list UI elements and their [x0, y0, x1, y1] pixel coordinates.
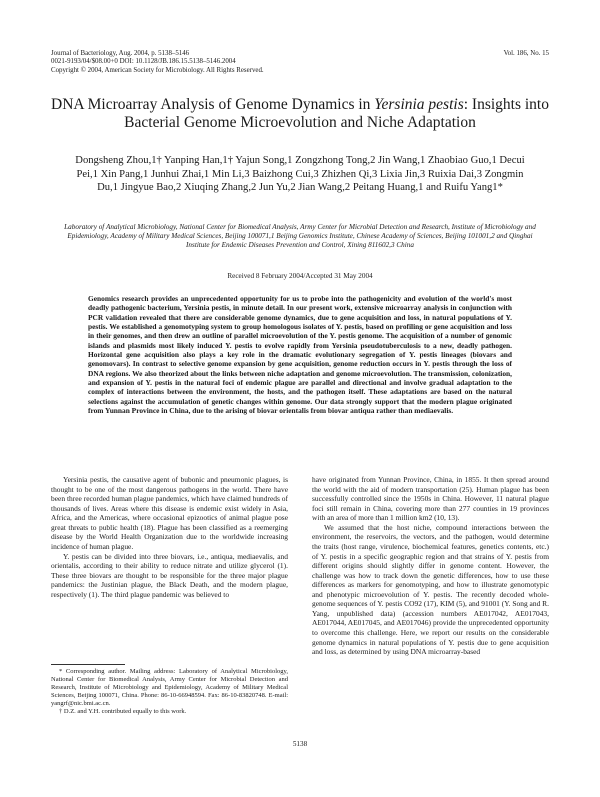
body-paragraph: Yersinia pestis, the causative agent of bubonic and pneumonic plagues, is thought to be one of the most dangerous pathogens in the world. There have been three recorded human plague pandemics, which have claimed hundreds of thousands of lives. Areas where this disease is endemic exist widely in Asia, Africa, and the Americas, where occasional epizootics of animal plague pose great threats to public health (18). Plague has been classified as a reemerging disease by the World Health Organization due to the worldwide increasing incidence of human plague. [51, 475, 288, 551]
title-text-1: DNA Microarray Analysis of Genome Dynamics in [51, 96, 375, 113]
body-paragraph: Y. pestis can be divided into three biovars, i.e., antiqua, mediaevalis, and orientalis, according to their ability to reduce nitrate and utilize glycerol (1). These three biovars are thought to be responsible for the three major plague pandemics: the Justinian plague, the Black Death, and the modern plague, respectively (1). The third plague pandemic was believed to [51, 551, 288, 599]
body-column-left [51, 475, 288, 599]
page-number: 5138 [292, 740, 308, 748]
journal-header [51, 50, 264, 75]
volume-issue: Vol. 186, No. 15 [503, 50, 549, 57]
journal-citation: Journal of Bacteriology, Aug. 2004, p. 5138–5146 [51, 50, 190, 57]
footnote-divider [51, 664, 125, 665]
title-species: Yersinia pestis [374, 96, 464, 113]
author-list: Dongsheng Zhou,1† Yanping Han,1† Yajun Song,1 Zongzhong Tong,2 Jin Wang,1 Zhaobiao Guo,1 Decui Pei,1 Xin Pang,1 Junhui Zhai,1 Min Li,3 Baizhong Cui,3 Zhizhen Qi,3 Lixia Jin,3 Ruixia Dai,3 Zongmin Du,1 Jingyue Bao,2 Xiuqing Zhang,2 Jun Yu,2 Jian Wang,2 Peitang Huang,1 and Ruifu Yang1* [75, 155, 525, 193]
body-column-right [312, 475, 549, 657]
footnotes [51, 668, 288, 716]
issn-doi-line: 0021-9193/04/$08.00+0 DOI: 10.1128/JB.186.15.5138–5146.2004 [51, 58, 236, 66]
body-paragraph: We assumed that the host niche, compound interactions between the environment, the reservoirs, the vectors, and the pathogen, would determine the traits (host range, virulence, biochemical features, genetics contents, etc.) of Y. pestis in a specific geographic region and that strains of Y. pestis from different origins should slightly differ in genome content. However, the challenge was how to track down the genetic differences, how to use these differences as markers for genomotyping, and how to illustrate genomotypic and phenotypic microevolution of Y. pestis. The recently decoded whole-genome sequences of Y. pestis CO92 (17), KIM (5), and 91001 (Y. Song and R. Yang, unpublished data) (accession numbers AE017042, AE017043, AE017044, AE017045, and AE017046) provide the unprecedented opportunity to overcome this challenge. Here, we report our results on the considerable genome dynamics in natural populations of Y. pestis due to gene acquisition and loss, as determined by using DNA microarray-based [312, 522, 549, 657]
body-paragraph: have originated from Yunnan Province, China, in 1855. It then spread around the world with the aid of modern transportation (25). Human plague has been successfully controlled since the 1950s in China. However, 11 natural plague foci still remain in China, covering more than 277 counties in 19 provinces with an area of more than 1 million km2 (10, 13). [312, 475, 549, 523]
title-text-2: : Insights into Bacterial Genome Microevolution and Niche Adaptation [124, 96, 549, 131]
article-title [50, 96, 550, 131]
copyright-line: Copyright © 2004, American Society for Microbiology. All Rights Reserved. [51, 66, 264, 74]
affiliations: Laboratory of Analytical Microbiology, National Center for Biomedical Analysis, Army Center for Microbial Detection and Research, Institute of Microbiology and Epidemiology, Academy of Military Medical Sciences, Beijing 100071,1 Beijing Genomics Institute, Chinese Academy of Sciences, Beijing 101001,2 and Qinghai Institute for Endemic Diseases Prevention and Control, Xining 811602,3 China [64, 223, 536, 250]
corresponding-author-note: * Corresponding author. Mailing address: Laboratory of Analytical Microbiology, National Center for Biomedical Analysis, Army Center for Microbial Detection and Research, Institute of Microbiology and Epidemiology, Academy of Military Medical Sciences, Beijing 100071, China. Phone: 86-10-66948594. Fax: 86-10-83820748. E-mail: yangrf@nic.bmi.ac.cn. [51, 668, 288, 707]
equal-contribution-note: † D.Z. and Y.H. contributed equally to this work. [59, 708, 187, 715]
received-dates: Received 8 February 2004/Accepted 31 May 2004 [227, 272, 373, 280]
abstract: Genomics research provides an unprecedented opportunity for us to probe into the pathogenicity and evolution of the world's most deadly pathogenic bacterium, Yersinia pestis, in minute detail. In our present work, extensive microarray analysis in conjunction with PCR validation revealed that there are considerable genome dynamics, due to gene acquisition and loss, in natural populations of Y. pestis. We established a genomotyping system to group homologous isolates of Y. pestis, based on profiling or gene acquisition and loss in their genomes, and then drew an outline of parallel microevolution of the Y. pestis genome. The acquisition of a number of genomic islands and plasmids most likely induced Y. pestis to evolve rapidly from Yersinia pseudotuberculosis to a new, deadly pathogen. Horizontal gene acquisition also plays a key role in the dramatic evolutionary segregation of Y. pestis lineages (biovars and genomovars). In contrast to selective genome expansion by gene acquisition, genome reduction occurs in Y. pestis through the loss of DNA regions. We also theorized about the links between niche adaptation and genome microevolution. The transmission, colonization, and expansion of Y. pestis in the natural foci of endemic plague are parallel and directional and involve gradual adaptation to the complex of interactions between the environment, the hosts, and the pathogen itself. These adaptations are based on the natural selections against the accumulation of genetic changes within genome. Our data strongly support that the modern plague originated from Yunnan Province in China, due to the arising of biovar orientalis from biovar antiqua rather than mediaevalis. [88, 294, 512, 416]
